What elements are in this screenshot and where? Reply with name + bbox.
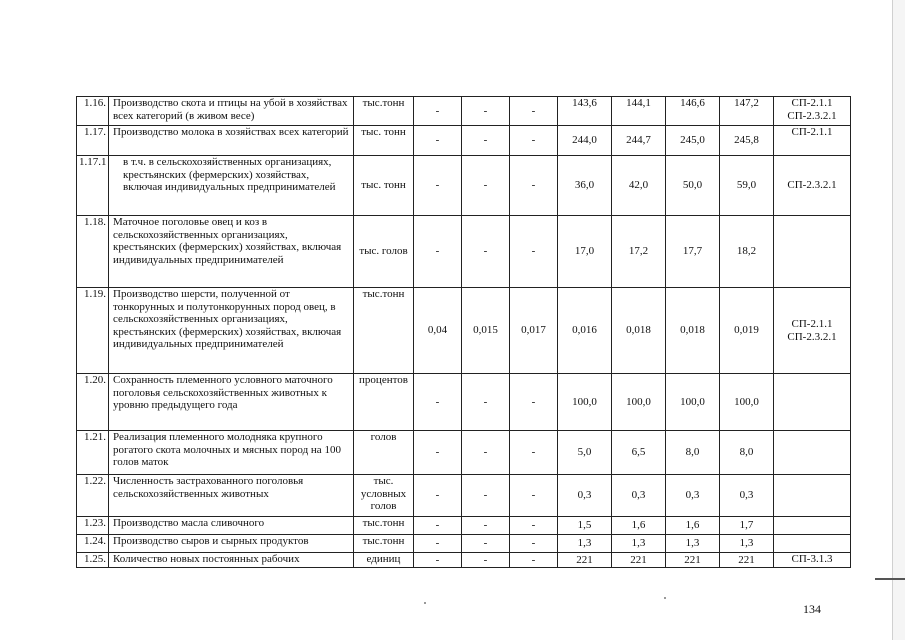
value-cell: 0,3 — [558, 475, 612, 517]
row-number: 1.18. — [77, 216, 109, 288]
scan-right-edge — [892, 0, 905, 640]
row-number: 1.20. — [77, 374, 109, 431]
value-cell: 1,5 — [558, 517, 612, 535]
unit: тыс.тонн — [354, 535, 414, 553]
reference-code: СП-2.3.2.1 — [774, 156, 851, 216]
unit: тыс. условных голов — [354, 475, 414, 517]
value-cell: 1,3 — [720, 535, 774, 553]
value-cell: 100,0 — [666, 374, 720, 431]
value-cell: - — [462, 374, 510, 431]
value-cell: - — [510, 535, 558, 553]
value-cell: - — [462, 156, 510, 216]
value-cell: 0,3 — [612, 475, 666, 517]
value-cell: - — [414, 553, 462, 568]
table-row — [77, 374, 851, 431]
value-cell: 147,2 — [720, 97, 774, 126]
value-cell: 18,2 — [720, 216, 774, 288]
row-number: 1.16. — [77, 97, 109, 126]
table-row — [77, 475, 851, 517]
value-cell: - — [462, 553, 510, 568]
value-cell: - — [510, 374, 558, 431]
row-number: 1.25. — [77, 553, 109, 568]
unit: тыс.тонн — [354, 517, 414, 535]
value-cell: - — [462, 431, 510, 475]
value-cell: - — [510, 517, 558, 535]
indicator-name: Сохранность племенного условного маточного поголовья сельскохозяйственных животных к уровню предыдущего года — [109, 374, 354, 431]
value-cell: 0,018 — [612, 288, 666, 374]
page-number: 134 — [803, 602, 821, 616]
value-cell: 59,0 — [720, 156, 774, 216]
reference-code — [774, 431, 851, 475]
value-cell: 6,5 — [612, 431, 666, 475]
value-cell: 1,6 — [666, 517, 720, 535]
value-cell: 17,2 — [612, 216, 666, 288]
value-cell: 0,04 — [414, 288, 462, 374]
value-cell: - — [462, 97, 510, 126]
scan-speck — [424, 602, 426, 604]
value-cell: 0,016 — [558, 288, 612, 374]
value-cell: 0,015 — [462, 288, 510, 374]
value-cell: - — [510, 216, 558, 288]
value-cell: 17,7 — [666, 216, 720, 288]
reference-code — [774, 517, 851, 535]
reference-code — [774, 374, 851, 431]
value-cell: 5,0 — [558, 431, 612, 475]
unit: голов — [354, 431, 414, 475]
indicator-name: Производство скота и птицы на убой в хозяйствах всех категорий (в живом весе) — [109, 97, 354, 126]
table-row — [77, 216, 851, 288]
unit: единиц — [354, 553, 414, 568]
value-cell: 100,0 — [612, 374, 666, 431]
row-number: 1.17. — [77, 126, 109, 156]
value-cell: 146,6 — [666, 97, 720, 126]
value-cell: 221 — [666, 553, 720, 568]
indicators-table — [76, 96, 851, 568]
value-cell: 1,3 — [666, 535, 720, 553]
indicator-name: Количество новых постоянных рабочих — [109, 553, 354, 568]
table-row — [77, 126, 851, 156]
row-number: 1.22. — [77, 475, 109, 517]
value-cell: 244,7 — [612, 126, 666, 156]
scan-edge-mark — [875, 578, 905, 580]
value-cell: 0,017 — [510, 288, 558, 374]
value-cell: 0,019 — [720, 288, 774, 374]
unit: процентов — [354, 374, 414, 431]
table-row — [77, 156, 851, 216]
indicator-name: Численность застрахованного поголовья сельскохозяйственных животных — [109, 475, 354, 517]
value-cell: - — [414, 431, 462, 475]
reference-code — [774, 475, 851, 517]
reference-code — [774, 216, 851, 288]
value-cell: 1,7 — [720, 517, 774, 535]
reference-code: СП-3.1.3 — [774, 553, 851, 568]
indicator-name: Реализация племенного молодняка крупного рогатого скота молочных и мясных пород на 100 голов маток — [109, 431, 354, 475]
reference-code — [774, 535, 851, 553]
unit: тыс. голов — [354, 216, 414, 288]
unit: тыс.тонн — [354, 97, 414, 126]
value-cell: - — [462, 535, 510, 553]
indicator-name: Маточное поголовье овец и коз в сельскохозяйственных организациях, крестьянских (фермерских) хозяйствах, включая индивидуальных предпринимателей — [109, 216, 354, 288]
value-cell: 1,6 — [612, 517, 666, 535]
value-cell: - — [414, 374, 462, 431]
row-number: 1.17.1 — [77, 156, 109, 216]
value-cell: - — [414, 126, 462, 156]
indicator-name: Производство сыров и сырных продуктов — [109, 535, 354, 553]
value-cell: - — [510, 475, 558, 517]
reference-code: СП-2.1.1 СП-2.3.2.1 — [774, 288, 851, 374]
value-cell: - — [510, 126, 558, 156]
value-cell: - — [462, 475, 510, 517]
indicator-name: Производство шерсти, полученной от тонкорунных и полутонкорунных пород овец, в сельскохозяйственных организациях, крестьянских (фермерских) хозяйствах, включая индивидуальных предпринимателей — [109, 288, 354, 374]
row-number: 1.19. — [77, 288, 109, 374]
table-row — [77, 431, 851, 475]
value-cell: 144,1 — [612, 97, 666, 126]
value-cell: 221 — [720, 553, 774, 568]
value-cell: 143,6 — [558, 97, 612, 126]
value-cell: 100,0 — [558, 374, 612, 431]
table-row — [77, 535, 851, 553]
reference-code: СП-2.1.1 СП-2.3.2.1 — [774, 97, 851, 126]
unit: тыс. тонн — [354, 126, 414, 156]
value-cell: 100,0 — [720, 374, 774, 431]
value-cell: - — [414, 517, 462, 535]
value-cell: 36,0 — [558, 156, 612, 216]
value-cell: - — [462, 126, 510, 156]
value-cell: 0,3 — [666, 475, 720, 517]
row-number: 1.24. — [77, 535, 109, 553]
row-number: 1.23. — [77, 517, 109, 535]
value-cell: - — [510, 97, 558, 126]
table-row — [77, 97, 851, 126]
value-cell: - — [414, 216, 462, 288]
value-cell: - — [510, 553, 558, 568]
table-row — [77, 553, 851, 568]
value-cell: - — [414, 475, 462, 517]
value-cell: 245,0 — [666, 126, 720, 156]
value-cell: 42,0 — [612, 156, 666, 216]
value-cell: 0,018 — [666, 288, 720, 374]
reference-code: СП-2.1.1 — [774, 126, 851, 156]
table-row — [77, 288, 851, 374]
value-cell: - — [510, 156, 558, 216]
value-cell: 17,0 — [558, 216, 612, 288]
value-cell: - — [510, 431, 558, 475]
value-cell: 244,0 — [558, 126, 612, 156]
value-cell: 221 — [558, 553, 612, 568]
value-cell: - — [462, 517, 510, 535]
value-cell: 8,0 — [666, 431, 720, 475]
value-cell: - — [414, 156, 462, 216]
indicator-name: Производство молока в хозяйствах всех категорий — [109, 126, 354, 156]
value-cell: - — [414, 97, 462, 126]
indicator-name: Производство масла сливочного — [109, 517, 354, 535]
indicator-name: в т.ч. в сельскохозяйственных организациях, крестьянских (фермерских) хозяйствах, включая индивидуальных предпринимателей — [109, 156, 354, 216]
value-cell: 8,0 — [720, 431, 774, 475]
value-cell: 50,0 — [666, 156, 720, 216]
value-cell: 1,3 — [612, 535, 666, 553]
table-row — [77, 517, 851, 535]
value-cell: 245,8 — [720, 126, 774, 156]
value-cell: - — [462, 216, 510, 288]
value-cell: 0,3 — [720, 475, 774, 517]
value-cell: 221 — [612, 553, 666, 568]
unit: тыс. тонн — [354, 156, 414, 216]
unit: тыс.тонн — [354, 288, 414, 374]
value-cell: - — [414, 535, 462, 553]
scan-speck — [664, 597, 666, 599]
value-cell: 1,3 — [558, 535, 612, 553]
row-number: 1.21. — [77, 431, 109, 475]
